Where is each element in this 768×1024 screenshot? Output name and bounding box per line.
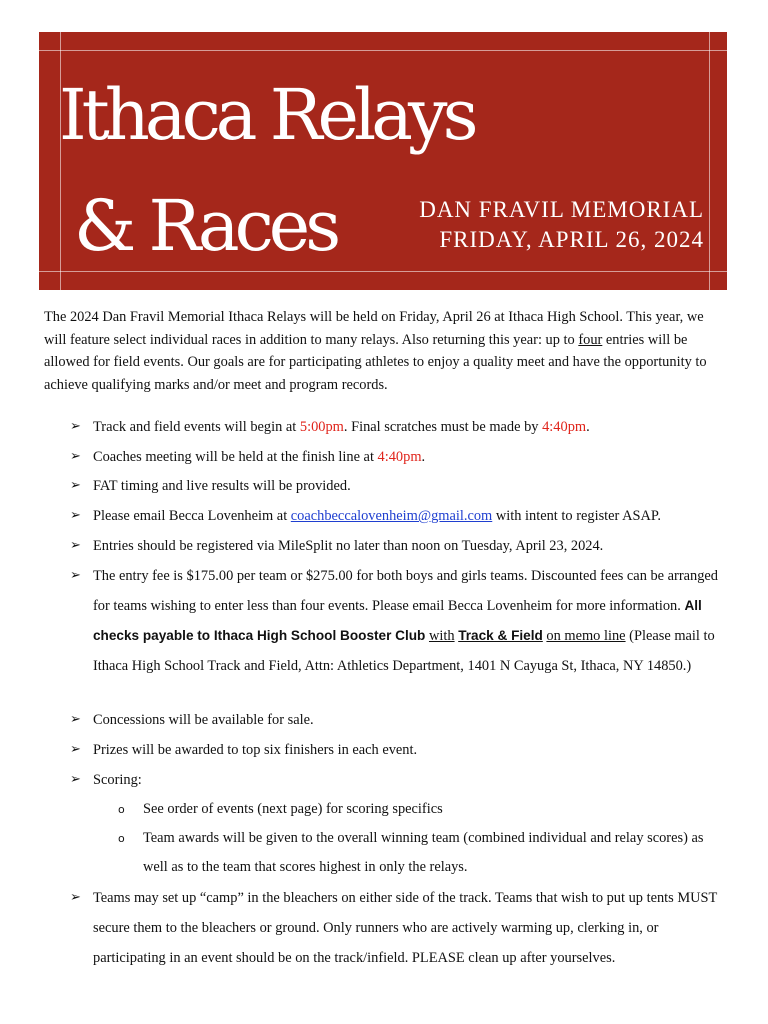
- bullet-text: [93, 501, 724, 531]
- bullet-email-registration: [70, 501, 724, 531]
- bullet-text-part: Coaches meeting will be held at the finish line at: [93, 449, 378, 465]
- sub-bullet-team-awards: [118, 824, 724, 882]
- bullet-timing: [70, 471, 724, 501]
- event-title-line1: Ithaca Relays: [59, 74, 474, 156]
- scratch-time: 4:40pm: [542, 419, 587, 435]
- banner-frame-line: [60, 32, 61, 290]
- underlined-text: on memo line: [546, 628, 626, 644]
- bullet-start-time: [70, 412, 724, 442]
- bullet-text-part: Please email Becca Lovenheim at: [93, 508, 291, 524]
- event-title-line2: & Races: [74, 185, 337, 267]
- bullet-text: [93, 442, 724, 472]
- event-subtitle-memorial: DAN FRAVIL MEMORIAL: [419, 197, 704, 222]
- header-banner: [39, 32, 727, 290]
- intro-text: entries will be allowed for field events. Our goals are for participating athletes to enjoy a quality meet and have the opportunity to achieve qualifying marks and/or meet and program records.: [44, 331, 707, 393]
- bullet-text-part: .: [421, 449, 426, 465]
- bullet-text-part: Track and field events will begin at: [93, 419, 300, 435]
- bullet-text: [93, 412, 724, 442]
- bullet-text-part: with intent to register ASAP.: [492, 508, 661, 524]
- arrow-bullet-icon: ➢: [70, 772, 81, 787]
- bullet-text: Concessions will be available for sale.: [93, 712, 314, 728]
- banner-frame-line: [39, 50, 727, 51]
- sub-bullet-text: Team awards will be given to the overall winning team (combined individual and relay scores) as well as to the team that scores highest in only the relays.: [143, 830, 704, 875]
- bullet-text-part: .: [586, 419, 590, 435]
- bullet-entry-fee: [70, 561, 724, 681]
- bullet-concessions: [70, 705, 724, 735]
- bullet-text: Entries should be registered via MileSplit no later than noon on Tuesday, April 23, 2024.: [93, 538, 604, 554]
- banner-frame-line: [39, 271, 727, 272]
- arrow-bullet-icon: ➢: [70, 449, 81, 464]
- mailing-address: (Please mail to Ithaca High School Track and Field, Attn: Athletics Department, 1401 N Cayuga St, Ithaca, NY 14850.): [93, 628, 715, 674]
- bullet-prizes: [70, 735, 724, 765]
- event-date: FRIDAY, APRIL 26, 2024: [439, 227, 704, 252]
- circle-bullet-icon: o: [118, 832, 125, 845]
- intro-underlined-text: four: [578, 331, 603, 348]
- arrow-bullet-icon: ➢: [70, 568, 81, 583]
- checks-payable-note: All checks payable to Ithaca High School Booster Club: [93, 598, 702, 643]
- bullet-text: Prizes will be awarded to top six finishers in each event.: [93, 742, 418, 758]
- intro-paragraph: [44, 306, 726, 396]
- arrow-bullet-icon: ➢: [70, 712, 81, 727]
- bullet-text: [93, 561, 724, 681]
- bullet-scoring: [70, 765, 724, 795]
- arrow-bullet-icon: ➢: [70, 742, 81, 757]
- bullet-text: Teams may set up “camp” in the bleachers on either side of the track. Teams that wish to put up tents MUST secure them to the bleachers or ground. Only runners who are actively warming up, clerking in, or participating in an event should be on the track/infield. PLEASE clean up after yourselves.: [93, 890, 718, 966]
- underlined-text: with: [428, 628, 455, 644]
- meeting-time: 4:40pm: [377, 449, 422, 465]
- arrow-bullet-icon: ➢: [70, 478, 81, 493]
- bullet-milesplit-entries: [70, 531, 724, 561]
- bullet-text: FAT timing and live results will be provided.: [93, 478, 351, 494]
- arrow-bullet-icon: ➢: [70, 419, 81, 434]
- arrow-bullet-icon: ➢: [70, 508, 81, 523]
- bullet-text-part: The entry fee is $175.00 per team or $275.00 for both boys and girls teams. Discounted fees can be arranged for teams wishing to enter less than four events. Please email Becca Lovenheim for more information.: [93, 568, 719, 614]
- bullet-text: Scoring:: [93, 772, 142, 788]
- start-time: 5:00pm: [299, 419, 344, 435]
- bullet-text-part: . Final scratches must be made by: [343, 419, 543, 435]
- sub-bullet-scoring-specifics: [118, 795, 724, 824]
- circle-bullet-icon: o: [118, 803, 125, 816]
- intro-text: The 2024 Dan Fravil Memorial Ithaca Relays will be held on Friday, April 26 at Ithaca High School. This year, we will feature select individual races in addition to many relays. Also returning this year: up to: [44, 309, 704, 348]
- banner-frame-line: [709, 32, 710, 290]
- memo-line-text: Track & Field: [458, 628, 543, 643]
- bullet-coaches-meeting: [70, 442, 724, 472]
- arrow-bullet-icon: ➢: [70, 538, 81, 553]
- sub-bullet-text: See order of events (next page) for scoring specifics: [143, 801, 443, 817]
- bullet-camp-rules: [70, 883, 724, 973]
- arrow-bullet-icon: ➢: [70, 890, 81, 905]
- email-link[interactable]: coachbeccalovenheim@gmail.com: [290, 508, 493, 524]
